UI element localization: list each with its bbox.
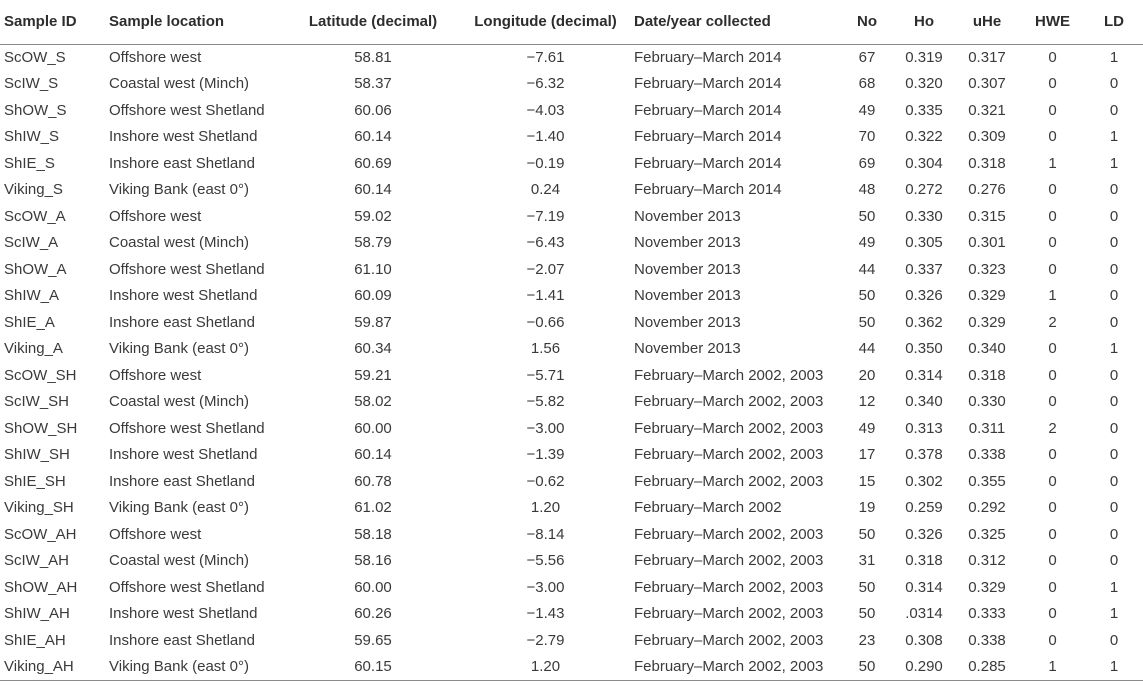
cell-hwe: 0 (1048, 49, 1057, 66)
cell-uhe: 0.312 (968, 552, 1006, 570)
cell-uhe: 0.321 (968, 101, 1006, 119)
cell-uhe: 0.315 (968, 207, 1006, 225)
cell-sample-id: ScIW_A (4, 234, 59, 252)
cell-sample-id: ScOW_A (4, 207, 66, 225)
cell-sample-location: Inshore west Shetland (109, 446, 258, 464)
cell-sample-id: ShOW_S (4, 101, 67, 119)
cell-no: 49 (858, 234, 876, 252)
cell-sample-id: ShIW_S (4, 128, 60, 146)
cell-latitude: 60.14 (354, 446, 392, 464)
cell-sample-location: Viking Bank (east 0°) (109, 654, 289, 681)
header-date: Date/year collected (634, 0, 840, 44)
cell-ho: 0.302 (905, 472, 943, 490)
table-body (0, 44, 1143, 680)
cell-no: 67 (858, 49, 876, 66)
cell-date: February–March 2002, 2003 (634, 631, 824, 649)
cell-date: February–March 2014 (634, 181, 782, 199)
cell-ld: 1 (1109, 49, 1119, 66)
cell-sample-location: Offshore west (109, 525, 202, 543)
cell-no: 23 (858, 631, 876, 649)
cell-date: February–March 2014 (634, 101, 782, 119)
cell-hwe: 0 (1048, 101, 1057, 119)
cell-hwe: 1 (1048, 287, 1057, 305)
cell-uhe: 0.325 (968, 525, 1006, 543)
cell-uhe: 0.329 (968, 578, 1006, 596)
cell-date: February–March 2014 (634, 49, 782, 66)
cell-hwe: 0 (1048, 578, 1057, 596)
cell-sample-location: Inshore east Shetland (109, 472, 255, 490)
cell-sample-location: Offshore west Shetland (109, 419, 265, 437)
cell-date: November 2013 (634, 340, 741, 358)
cell-ho: 0.335 (905, 101, 943, 119)
cell-ld: 0 (1109, 472, 1119, 490)
cell-ho: 0.340 (905, 393, 943, 411)
cell-date: November 2013 (634, 234, 741, 252)
cell-sample-id: Viking_AH (0, 654, 109, 681)
table-row (0, 362, 1143, 389)
cell-no: 69 (858, 154, 876, 172)
cell-longitude: −3.00 (526, 578, 565, 596)
cell-ld: 0 (1109, 631, 1119, 649)
cell-sample-id: ShIW_A (4, 287, 60, 305)
cell-date: February–March 2002, 2003 (634, 366, 824, 384)
cell-ho: 0.314 (905, 366, 943, 384)
cell-latitude: 58.02 (354, 393, 392, 411)
table-header-row (0, 0, 1143, 44)
table-row (0, 97, 1143, 124)
cell-ho: 0.305 (905, 234, 943, 252)
cell-longitude: 1.20 (530, 499, 561, 517)
cell-sample-id: ShIW_SH (4, 446, 70, 464)
cell-sample-location: Coastal west (Minch) (109, 75, 250, 93)
table-row (0, 177, 1143, 204)
cell-hwe: 0 (1048, 260, 1057, 278)
cell-longitude: −1.40 (526, 128, 565, 146)
cell-sample-location: Inshore east Shetland (109, 154, 255, 172)
cell-uhe: 0.323 (968, 260, 1006, 278)
table-row (0, 574, 1143, 601)
cell-longitude: −1.43 (526, 605, 565, 623)
header-uhe: uHe (954, 0, 1020, 44)
table-row (0, 283, 1143, 310)
cell-no: 70 (858, 128, 876, 146)
cell-ho: 0.290 (894, 654, 954, 681)
cell-uhe: 0.338 (968, 631, 1006, 649)
cell-date: February–March 2002 (634, 499, 782, 517)
cell-ld: 0 (1109, 101, 1119, 119)
cell-ld: 0 (1109, 419, 1119, 437)
table-row (0, 442, 1143, 469)
cell-hwe: 0 (1048, 552, 1057, 570)
cell-hwe: 2 (1048, 313, 1057, 331)
cell-hwe: 0 (1048, 366, 1057, 384)
table-row (0, 548, 1143, 575)
cell-no: 50 (858, 605, 876, 623)
table-row (0, 415, 1143, 442)
cell-sample-id: ShIW_AH (4, 605, 70, 623)
cell-latitude: 60.09 (354, 287, 392, 305)
cell-hwe: 2 (1048, 419, 1057, 437)
cell-latitude: 58.81 (354, 49, 392, 66)
table-row (0, 203, 1143, 230)
cell-no: 48 (858, 181, 876, 199)
cell-hwe: 0 (1048, 393, 1057, 411)
cell-ld: 0 (1109, 313, 1119, 331)
cell-ld: 1 (1085, 654, 1143, 681)
cell-ld: 0 (1109, 75, 1119, 93)
cell-longitude: −5.71 (526, 366, 565, 384)
cell-longitude: −6.43 (526, 234, 565, 252)
table-row (0, 654, 1143, 681)
cell-no: 50 (858, 525, 876, 543)
table-row (0, 601, 1143, 628)
cell-sample-location: Viking Bank (east 0°) (109, 181, 249, 199)
cell-longitude: −0.62 (526, 472, 565, 490)
cell-uhe: 0.329 (968, 313, 1006, 331)
table-row (0, 336, 1143, 363)
cell-ld: 1 (1109, 154, 1119, 172)
cell-ld: 1 (1109, 340, 1119, 358)
cell-ho: 0.330 (905, 207, 943, 225)
cell-uhe: 0.292 (968, 499, 1006, 517)
cell-sample-location: Inshore east Shetland (109, 631, 255, 649)
cell-date: November 2013 (634, 287, 741, 305)
cell-no: 50 (840, 654, 894, 681)
cell-uhe: 0.276 (968, 181, 1006, 199)
cell-ho: 0.272 (905, 181, 943, 199)
cell-hwe: 0 (1048, 472, 1057, 490)
cell-uhe: 0.329 (968, 287, 1006, 305)
cell-sample-id: ScIW_S (4, 75, 59, 93)
cell-longitude: −0.66 (526, 313, 565, 331)
cell-no: 12 (858, 393, 876, 411)
cell-sample-location: Offshore west (109, 49, 202, 66)
cell-uhe: 0.318 (968, 366, 1006, 384)
cell-ho: 0.362 (905, 313, 943, 331)
table-row (0, 521, 1143, 548)
cell-ld: 0 (1109, 287, 1119, 305)
cell-sample-id: ShIE_SH (4, 472, 66, 490)
cell-ld: 0 (1109, 207, 1119, 225)
cell-uhe: 0.311 (968, 419, 1006, 437)
cell-sample-location: Offshore west Shetland (109, 101, 265, 119)
cell-date: February–March 2002, 2003 (634, 393, 824, 411)
cell-date: November 2013 (634, 207, 741, 225)
cell-hwe: 0 (1048, 128, 1057, 146)
header-longitude: Longitude (decimal) (457, 0, 634, 44)
cell-ld: 0 (1109, 525, 1119, 543)
table-row (0, 495, 1143, 522)
cell-hwe: 0 (1048, 234, 1057, 252)
cell-no: 49 (858, 419, 876, 437)
cell-sample-id: ShIE_A (4, 313, 55, 331)
cell-date: February–March 2002, 2003 (634, 446, 824, 464)
cell-ld: 1 (1109, 605, 1119, 623)
cell-latitude: 60.15 (289, 654, 457, 681)
cell-hwe: 0 (1048, 525, 1057, 543)
cell-ho: 0.314 (905, 578, 943, 596)
cell-longitude: −2.07 (526, 260, 565, 278)
cell-uhe: 0.330 (968, 393, 1006, 411)
cell-hwe: 0 (1048, 340, 1057, 358)
cell-uhe: 0.338 (968, 446, 1006, 464)
cell-latitude: 58.79 (354, 234, 392, 252)
cell-hwe: 0 (1048, 499, 1057, 517)
cell-ho: 0.320 (905, 75, 943, 93)
table-row (0, 309, 1143, 336)
cell-longitude: 0.24 (530, 181, 561, 199)
cell-sample-id: Viking_SH (4, 499, 74, 517)
cell-sample-location: Inshore east Shetland (109, 313, 255, 331)
cell-longitude: 1.20 (457, 654, 634, 681)
cell-ld: 0 (1109, 260, 1119, 278)
cell-latitude: 58.18 (354, 525, 392, 543)
cell-latitude: 59.65 (354, 631, 392, 649)
cell-ho: 0.337 (905, 260, 943, 278)
cell-latitude: 61.10 (354, 260, 392, 278)
cell-latitude: 60.78 (354, 472, 392, 490)
cell-longitude: −7.19 (526, 207, 565, 225)
table-row (0, 256, 1143, 283)
header-ho: Ho (894, 0, 954, 44)
table-row (0, 389, 1143, 416)
cell-longitude: −5.82 (526, 393, 565, 411)
cell-latitude: 60.69 (354, 154, 392, 172)
cell-longitude: −6.32 (526, 75, 565, 93)
cell-ho: 0.326 (905, 525, 943, 543)
cell-ho: 0.259 (905, 499, 943, 517)
cell-uhe: 0.285 (954, 654, 1020, 681)
cell-no: 17 (858, 446, 876, 464)
cell-no: 19 (858, 499, 876, 517)
cell-ld: 0 (1109, 366, 1119, 384)
table-row (0, 44, 1143, 71)
cell-date: February–March 2002, 2003 (634, 419, 824, 437)
cell-ho: 0.313 (905, 419, 943, 437)
cell-sample-id: ScIW_AH (4, 552, 70, 570)
cell-uhe: 0.309 (968, 128, 1006, 146)
cell-sample-id: ShOW_A (4, 260, 67, 278)
cell-no: 50 (858, 207, 876, 225)
cell-date: February–March 2014 (634, 154, 782, 172)
cell-sample-location: Viking Bank (east 0°) (109, 499, 249, 517)
cell-ld: 0 (1109, 181, 1119, 199)
cell-sample-id: ShOW_AH (4, 578, 78, 596)
cell-ho: 0.318 (905, 552, 943, 570)
cell-uhe: 0.355 (968, 472, 1006, 490)
cell-latitude: 58.16 (354, 552, 392, 570)
cell-uhe: 0.340 (968, 340, 1006, 358)
cell-longitude: −1.41 (526, 287, 565, 305)
cell-hwe: 0 (1048, 207, 1057, 225)
cell-ho: 0.304 (905, 154, 943, 172)
cell-ld: 0 (1109, 446, 1119, 464)
table-row (0, 627, 1143, 654)
header-ld: LD (1085, 0, 1143, 44)
cell-ho: 0.378 (905, 446, 943, 464)
cell-no: 50 (858, 287, 876, 305)
cell-latitude: 60.00 (354, 419, 392, 437)
cell-date: February–March 2014 (634, 128, 782, 146)
cell-latitude: 58.37 (354, 75, 392, 93)
cell-longitude: −0.19 (526, 154, 565, 172)
cell-ld: 0 (1109, 552, 1119, 570)
cell-sample-location: Inshore west Shetland (109, 128, 258, 146)
cell-no: 44 (858, 260, 876, 278)
cell-latitude: 60.06 (354, 101, 392, 119)
cell-sample-id: Viking_S (4, 181, 63, 199)
cell-sample-location: Viking Bank (east 0°) (109, 340, 249, 358)
cell-no: 50 (858, 578, 876, 596)
cell-uhe: 0.333 (968, 605, 1006, 623)
cell-date: February–March 2002, 2003 (634, 472, 824, 490)
cell-uhe: 0.317 (968, 49, 1006, 66)
cell-ld: 0 (1109, 499, 1119, 517)
cell-date: February–March 2002, 2003 (634, 525, 824, 543)
cell-uhe: 0.307 (968, 75, 1006, 93)
cell-ho: 0.326 (905, 287, 943, 305)
cell-hwe: 0 (1048, 181, 1057, 199)
cell-sample-id: ScOW_S (4, 49, 66, 66)
cell-uhe: 0.318 (968, 154, 1006, 172)
cell-ld: 1 (1109, 578, 1119, 596)
cell-sample-location: Inshore west Shetland (109, 605, 258, 623)
cell-hwe: 0 (1048, 605, 1057, 623)
cell-sample-location: Coastal west (Minch) (109, 552, 250, 570)
cell-sample-location: Inshore west Shetland (109, 287, 258, 305)
cell-sample-location: Offshore west (109, 207, 202, 225)
cell-ho: 0.322 (905, 128, 943, 146)
cell-ld: 0 (1109, 234, 1119, 252)
cell-hwe: 0 (1048, 75, 1057, 93)
cell-uhe: 0.301 (968, 234, 1006, 252)
cell-latitude: 60.14 (354, 128, 392, 146)
header-sample-id: Sample ID (0, 0, 109, 44)
cell-sample-location: Offshore west Shetland (109, 260, 265, 278)
cell-longitude: −1.39 (526, 446, 565, 464)
cell-latitude: 61.02 (354, 499, 392, 517)
cell-sample-id: ShIE_AH (4, 631, 66, 649)
cell-no: 31 (858, 552, 876, 570)
cell-hwe: 1 (1048, 154, 1057, 172)
table-row (0, 124, 1143, 151)
cell-sample-id: Viking_A (4, 340, 63, 358)
cell-latitude: 60.34 (354, 340, 392, 358)
cell-longitude: −3.00 (526, 419, 565, 437)
cell-ld: 0 (1109, 393, 1119, 411)
cell-sample-id: ScOW_AH (4, 525, 77, 543)
cell-no: 50 (858, 313, 876, 331)
cell-sample-location: Offshore west (109, 366, 202, 384)
cell-hwe: 0 (1048, 446, 1057, 464)
cell-hwe: 0 (1048, 631, 1057, 649)
cell-sample-location: Offshore west Shetland (109, 578, 265, 596)
cell-longitude: −2.79 (526, 631, 565, 649)
cell-date: November 2013 (634, 313, 741, 331)
header-hwe: HWE (1020, 0, 1085, 44)
cell-date: February–March 2002, 2003 (634, 654, 840, 681)
cell-sample-id: ScIW_SH (4, 393, 70, 411)
cell-ho: 0.350 (905, 340, 943, 358)
header-sample-location: Sample location (109, 0, 289, 44)
cell-latitude: 60.26 (354, 605, 392, 623)
table-row (0, 230, 1143, 257)
header-no: No (840, 0, 894, 44)
cell-sample-location: Coastal west (Minch) (109, 393, 250, 411)
cell-ho: 0.308 (905, 631, 943, 649)
cell-no: 68 (858, 75, 876, 93)
cell-ld: 1 (1109, 128, 1119, 146)
cell-no: 44 (858, 340, 876, 358)
cell-longitude: −8.14 (526, 525, 565, 543)
cell-no: 20 (858, 366, 876, 384)
cell-date: February–March 2002, 2003 (634, 552, 824, 570)
cell-longitude: 1.56 (530, 340, 561, 358)
cell-longitude: −4.03 (526, 101, 565, 119)
cell-sample-id: ShOW_SH (4, 419, 78, 437)
cell-date: February–March 2014 (634, 75, 782, 93)
cell-no: 15 (858, 472, 876, 490)
header-latitude: Latitude (decimal) (289, 0, 457, 44)
cell-ho: 0.319 (905, 49, 943, 66)
cell-sample-id: ShIE_S (4, 154, 55, 172)
cell-latitude: 59.87 (354, 313, 392, 331)
cell-latitude: 59.02 (354, 207, 392, 225)
cell-date: February–March 2002, 2003 (634, 578, 824, 596)
cell-hwe: 1 (1020, 654, 1085, 681)
cell-no: 49 (858, 101, 876, 119)
cell-latitude: 59.21 (354, 366, 392, 384)
cell-longitude: −5.56 (526, 552, 565, 570)
cell-longitude: −7.61 (526, 49, 565, 66)
table-row (0, 71, 1143, 98)
cell-latitude: 60.00 (354, 578, 392, 596)
cell-sample-id: ScOW_SH (4, 366, 77, 384)
table-row (0, 468, 1143, 495)
cell-date: February–March 2002, 2003 (634, 605, 824, 623)
cell-date: November 2013 (634, 260, 741, 278)
cell-latitude: 60.14 (354, 181, 392, 199)
cell-sample-location: Coastal west (Minch) (109, 234, 250, 252)
table-row (0, 150, 1143, 177)
cell-ho: .0314 (905, 605, 943, 623)
